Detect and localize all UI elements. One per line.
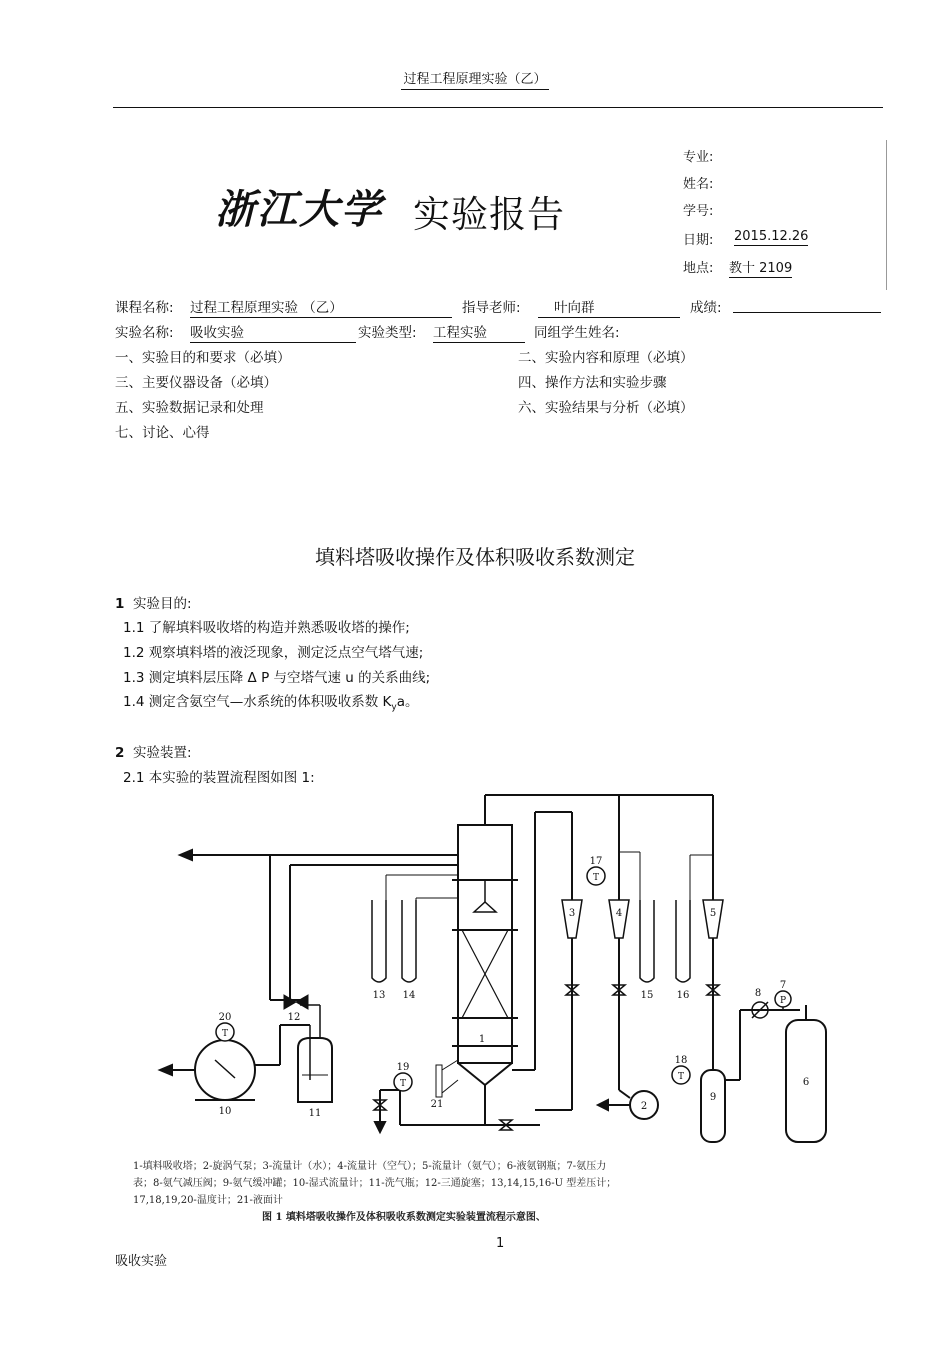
type-value: 工程实验 bbox=[433, 321, 525, 343]
subscript-y: y bbox=[391, 702, 397, 713]
score-blank bbox=[733, 312, 881, 313]
main-title: 填料塔吸收操作及体积吸收系数测定 bbox=[315, 545, 635, 569]
section-item: 五、实验数据记录和处理 bbox=[115, 400, 264, 416]
date-value: 2015.12.26 bbox=[734, 229, 809, 244]
major-label: 专业: bbox=[683, 150, 714, 165]
rotameter-air bbox=[609, 900, 629, 938]
page-number: 1 bbox=[496, 1236, 505, 1251]
purpose-heading: 实验目的: bbox=[133, 596, 192, 612]
footer-text: 吸收实验 bbox=[115, 1254, 168, 1269]
gauge-symbol: T bbox=[221, 1029, 229, 1039]
gauge-symbol: T bbox=[399, 1079, 407, 1089]
place-value: 教十 2109 bbox=[729, 261, 793, 276]
label-5: 5 bbox=[709, 908, 717, 919]
teacher-label: 指导老师: bbox=[462, 300, 521, 316]
place-label: 地点: bbox=[683, 261, 714, 276]
legend-line: 17,18,19,20-温度计；21-液面计 bbox=[133, 1195, 283, 1206]
label-10: 10 bbox=[218, 1106, 232, 1117]
label-1: 1 bbox=[478, 1034, 486, 1045]
purpose-item: 1.4 测定含氨空气—水系统的体积吸收系数 K bbox=[123, 694, 392, 710]
label-15: 15 bbox=[640, 990, 654, 1001]
section-item: 三、主要仪器设备（必填） bbox=[115, 375, 277, 391]
apparatus-item: 2.1 本实验的装置流程图如图 1: bbox=[123, 770, 315, 786]
label-4: 4 bbox=[615, 908, 623, 919]
gauge-symbol: P bbox=[779, 996, 787, 1006]
column-bottom bbox=[458, 1063, 512, 1085]
running-header bbox=[0, 68, 950, 87]
label-6: 6 bbox=[802, 1077, 810, 1088]
course-label: 课程名称: bbox=[115, 300, 174, 316]
section-item: 二、实验内容和原理（必填） bbox=[518, 350, 694, 366]
partner-label: 同组学生姓名: bbox=[534, 325, 620, 341]
running-title: 过程工程原理实验（乙） bbox=[401, 72, 548, 90]
label-3: 3 bbox=[568, 908, 576, 919]
section-item: 六、实验结果与分析（必填） bbox=[518, 400, 694, 416]
apparatus-heading: 实验装置: bbox=[133, 745, 192, 761]
rotameter-ammonia bbox=[703, 900, 723, 938]
type-label: 实验类型: bbox=[358, 325, 417, 341]
label-2: 2 bbox=[640, 1101, 648, 1112]
label-16: 16 bbox=[676, 990, 690, 1001]
label-20: 20 bbox=[218, 1012, 232, 1023]
score-label: 成绩: bbox=[690, 300, 722, 316]
apparatus-heading-num: 2 bbox=[115, 745, 125, 761]
purpose-item: 1.3 测定填料层压降 Δ P 与空塔气速 u 的关系曲线; bbox=[123, 670, 431, 686]
date-label: 日期: bbox=[683, 233, 714, 248]
label-11: 11 bbox=[308, 1108, 322, 1119]
label-19: 19 bbox=[396, 1062, 410, 1073]
report-title: 实验报告 bbox=[413, 193, 565, 236]
flow-diagram bbox=[0, 780, 950, 1230]
course-value: 过程工程原理实验 （乙） bbox=[190, 296, 452, 318]
figure-caption: 图 1 填料塔吸收操作及体积吸收系数测定实验装置流程示意图、 bbox=[262, 1212, 546, 1223]
gauge-symbol: T bbox=[677, 1072, 685, 1082]
university-logo: 浙江大学 bbox=[215, 186, 383, 233]
label-14: 14 bbox=[402, 990, 416, 1001]
label-21: 21 bbox=[430, 1099, 444, 1110]
section-item: 一、实验目的和要求（必填） bbox=[115, 350, 291, 366]
section-item: 七、讨论、心得 bbox=[115, 425, 210, 441]
header-rule bbox=[113, 107, 883, 108]
legend-line: 表；8-氨气减压阀；9-氨气缓冲罐；10-湿式流量计；11-洗气瓶；12-三通旋塞；13,14,15,16-U 型差压计； bbox=[133, 1178, 617, 1189]
purpose-item: 1.2 观察填料塔的液泛现象，测定泛点空气塔气速; bbox=[123, 645, 424, 661]
teacher-value: 叶向群 bbox=[538, 296, 680, 318]
gauge-symbol: T bbox=[592, 873, 600, 883]
wash-bottle bbox=[298, 1038, 332, 1102]
purpose-heading-num: 1 bbox=[115, 596, 125, 612]
purpose-item-end: a。 bbox=[396, 694, 419, 710]
label-12: 12 bbox=[287, 1012, 301, 1023]
buffer-tank bbox=[701, 1070, 725, 1142]
label-13: 13 bbox=[372, 990, 386, 1001]
section-item: 四、操作方法和实验步骤 bbox=[518, 375, 667, 391]
label-8: 8 bbox=[754, 988, 762, 999]
rotameter-water bbox=[562, 900, 582, 938]
experiment-label: 实验名称: bbox=[115, 325, 174, 341]
label-9: 9 bbox=[709, 1092, 717, 1103]
experiment-value: 吸收实验 bbox=[190, 321, 356, 343]
label-7: 7 bbox=[779, 980, 787, 991]
legend-line: 1-填料吸收塔；2-旋涡气泵；3-流量计（水）；4-流量计（空气）；5-流量计（氨气）；6-液氨钢瓶；7-氨压力 bbox=[133, 1161, 607, 1172]
label-17: 17 bbox=[589, 856, 603, 867]
name-label: 姓名: bbox=[683, 177, 714, 192]
label-18: 18 bbox=[674, 1055, 688, 1066]
info-divider bbox=[886, 140, 887, 290]
id-label: 学号: bbox=[683, 204, 714, 219]
purpose-item: 1.1 了解填料吸收塔的构造并熟悉吸收塔的操作; bbox=[123, 620, 410, 636]
absorption-column bbox=[458, 825, 512, 1063]
